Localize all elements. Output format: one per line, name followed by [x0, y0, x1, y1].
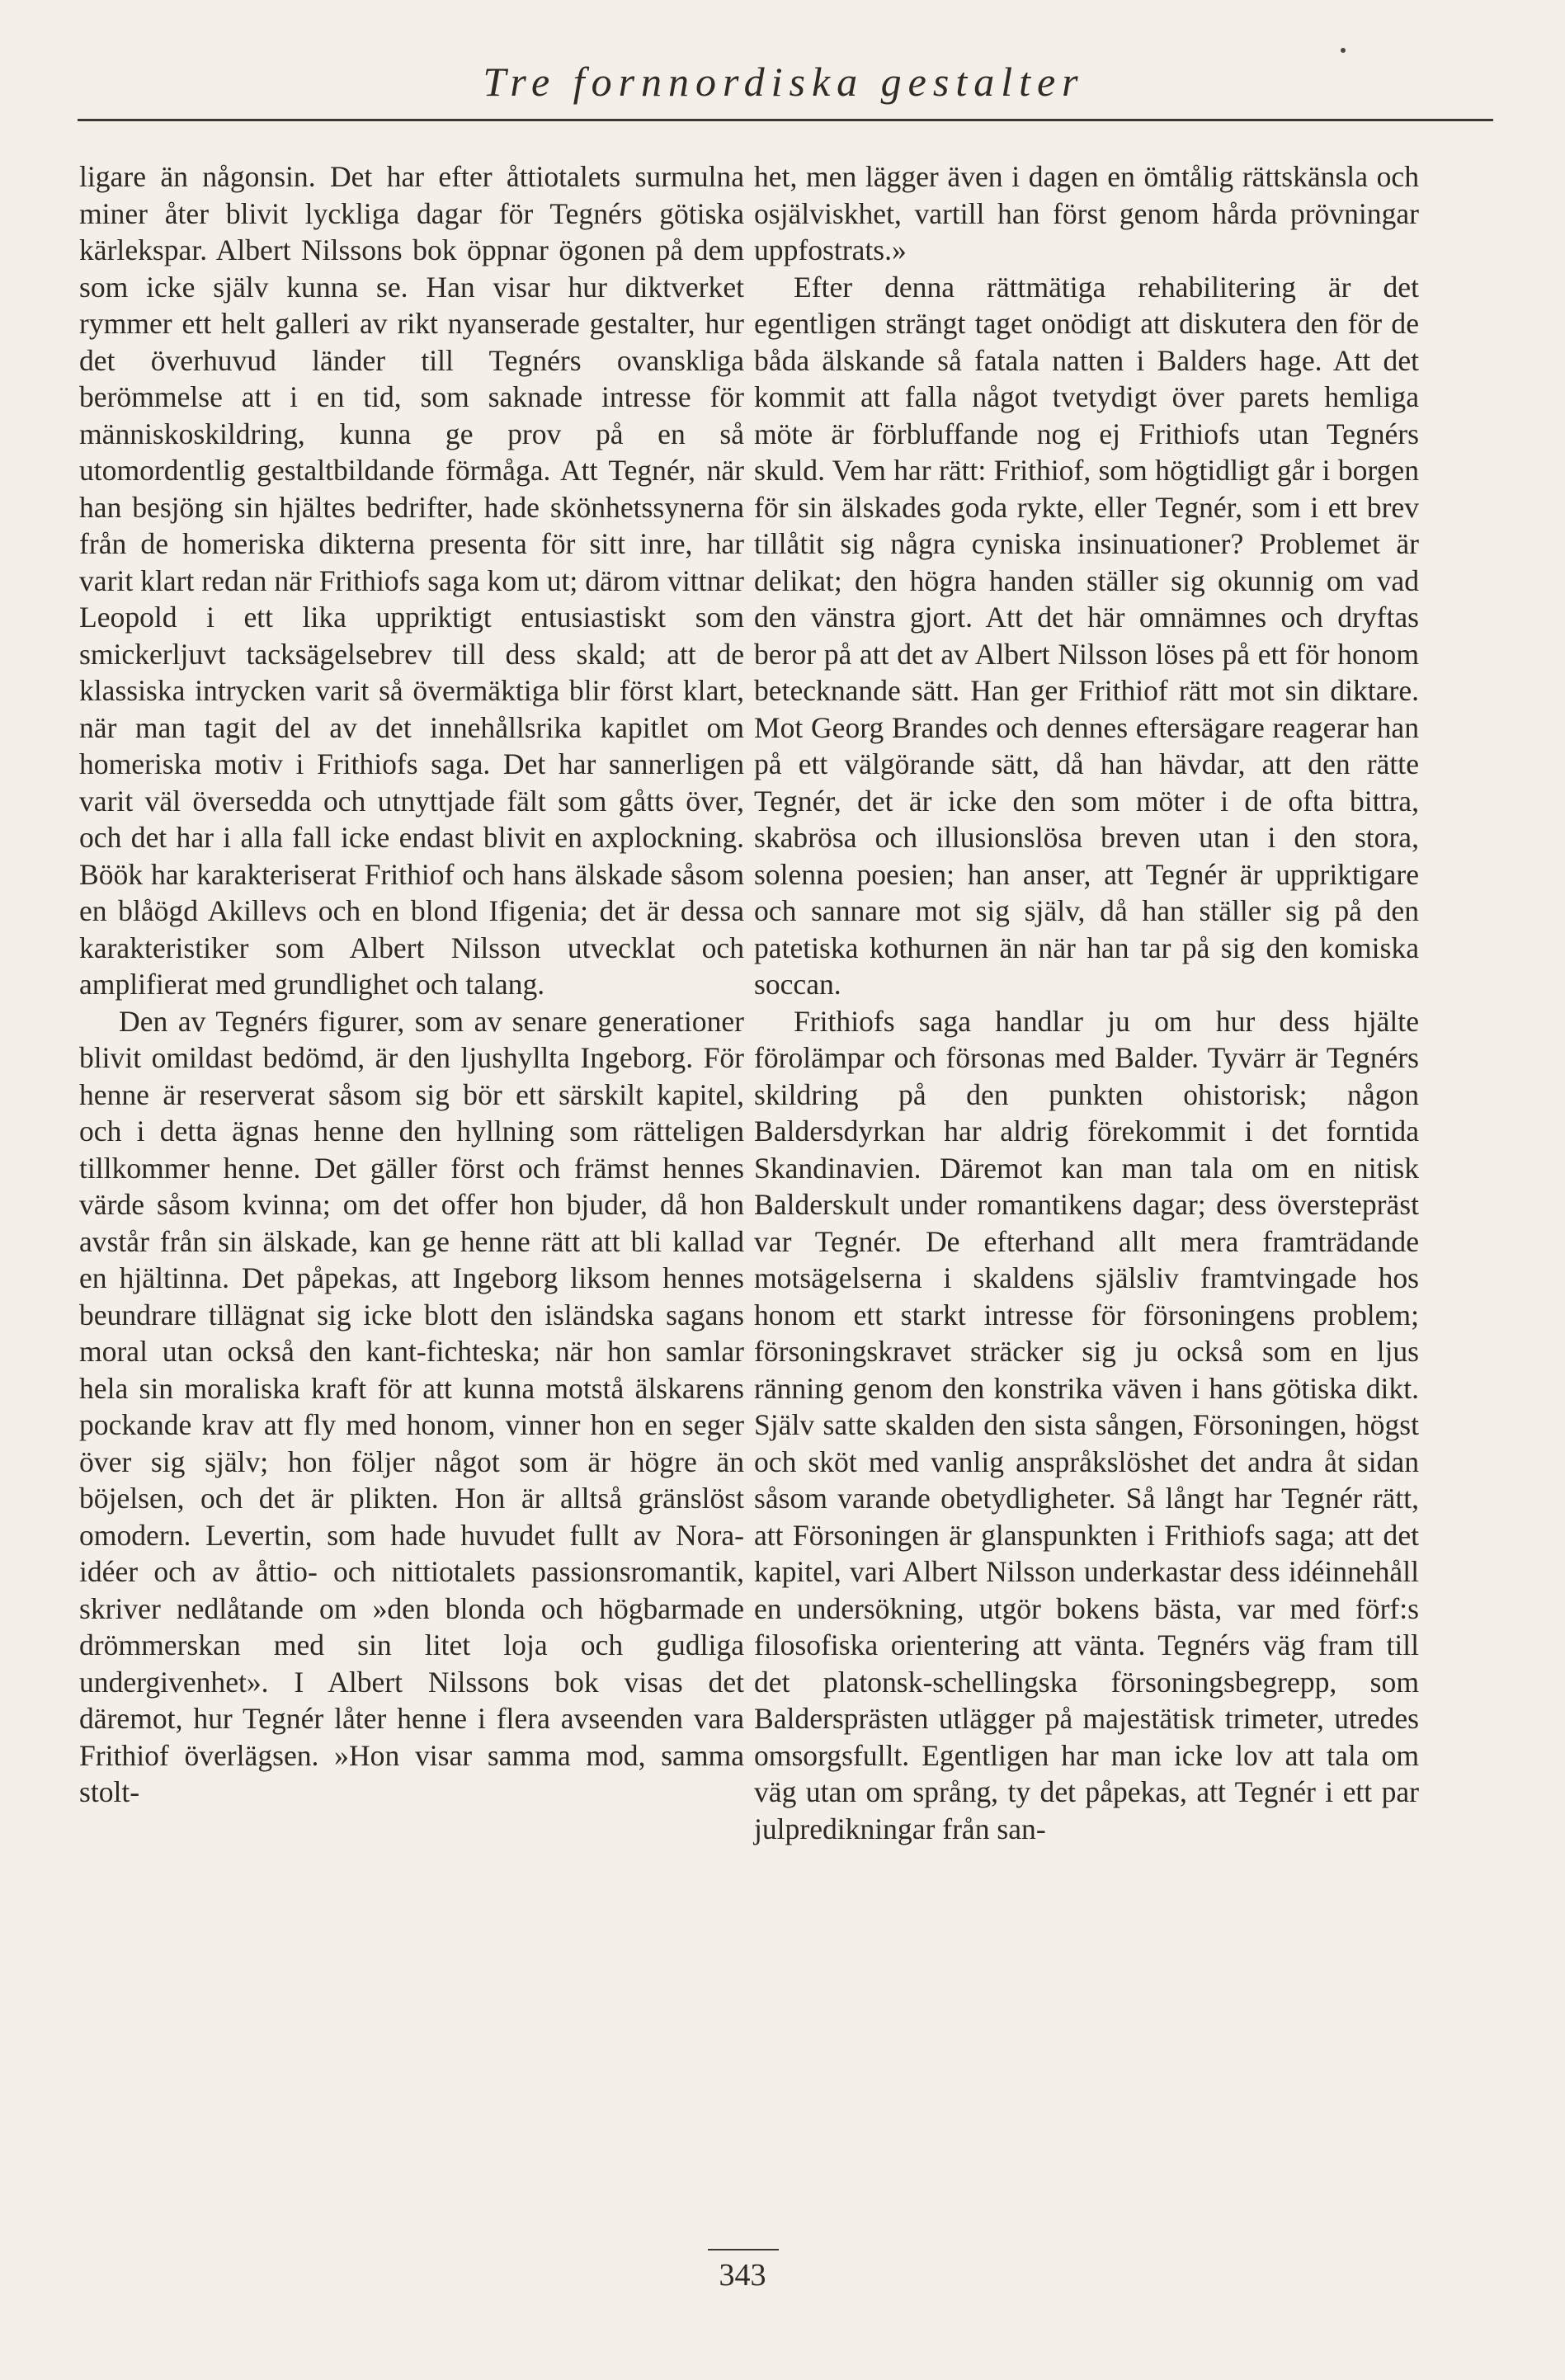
- left-paragraph-2: Den av Tegnérs figurer, som av senare generationer blivit omildast bedömd, är den ljushyllta Ingeborg. För henne är reserverat såsom sig bör ett särskilt kapitel, och i detta ägnas henne den hyllning som rätteligen tillkommer henne. Det gäller först och främst hennes värde såsom kvinna; om det offer hon bjuder, då hon avstår från sin älskade, kan ge henne rätt att bli kallad en hjältinna. Det påpekas, att Ingeborg liksom hennes beundrare tillägnat sig icke blott den isländska sagans moral utan också den kant-fichteska; när hon samlar hela sin moraliska kraft för att kunna motstå älskarens pockande krav att fly med honom, vinner hon en seger över sig själv; hon följer något som är högre än böjelsen, och det är plikten. Hon är alltså gränslöst omodern. Levertin, som hade huvudet fullt av Nora-idéer och av åttio- och nittiotalets passionsromantik, skriver nedlåtande om »den blonda och högbarmade drömmerskan med sin litet loja och gudliga undergivenhet». I Albert Nilssons bok visas det däremot, hur Tegnér låter henne i flera avseenden vara Frithiof överlägsen. »Hon visar samma mod, samma stolt-: [79, 1004, 744, 1808]
- running-header-title: Tre fornnordiska gestalter: [483, 59, 1085, 105]
- running-header: [74, 51, 1493, 125]
- header-rule: [78, 119, 1493, 121]
- right-paragraph-2: Efter denna rättmätiga rehabilitering är det egentligen strängt taget onödigt att diskutera den för de båda älskande så fatala natten i Balders hage. Att det kommit att falla något tvetydigt över parets hemliga möte är förbluffande nog ej Frithiofs utan Tegnérs skuld. Vem har rätt: Frithiof, som högtidligt går i borgen för sin älskades goda rykte, eller Tegnér, som i ett brev tillåtit sig några cyniska insinuationer? Problemet är delikat; den högra handen ställer sig okunnig om vad den vänstra gjort. Att det här omnämnes och dryftas beror på att det av Albert Nilsson löses på ett för honom betecknande sätt. Han ger Frithiof rätt mot sin diktare. Mot Georg Brandes och dennes eftersägare reagerar han på ett välgörande sätt, då han hävdar, att den rätte Tegnér, det är icke den som möter i de ofta bittra, skabrösa och illusionslösa breven utan i den stora, solenna poesien; han anser, att Tegnér är uppriktigare och sannare mot sig själv, då han ställer sig på den patetiska kothurnen än när han tar på sig den komiska soccan.: [754, 270, 1419, 1001]
- folio-rule: [708, 2249, 779, 2250]
- right-paragraph-3: Frithiofs saga handlar ju om hur dess hjälte förolämpar och försonas med Balder. Tyvärr är Tegnérs skildring på den punkten ohistorisk; någon Baldersdyrkan har aldrig förekommit i det forntida Skandinavien. Däremot kan man tala om en nitisk Balderskult under romantikens dagar; dess överstepräst var Tegnér. De efterhand allt mera framträdande motsägelserna i skaldens själsliv framtvingade hos honom ett starkt intresse för försoningens problem; försoningskravet sträcker sig ju också som en ljus ränning genom den konstrika väven i hans götiska dikt. Själv satte skalden den sista sången, Försoningen, högst och sköt med vanlig anspråkslöshet det andra åt sidan såsom varande obetydligheter. Så långt har Tegnér rätt, att Försoningen är glanspunkten i Frithiofs saga; att det kapitel, vari Albert Nilsson underkastar dess idéinnehåll en undersökning, utgör bokens bästa, var med förf:s filosofiska orientering att vänta. Tegnérs väg fram till det platonsk-schellingska försoningsbegrepp, som Baldersprästen utlägger på majestätisk trimeter, utredes omsorgsfullt. Egentligen har man icke lov att tala om väg utan om språng, ty det påpekas, att Tegnér i ett par julpredikningar från san-: [754, 1004, 1419, 1845]
- right-paragraph-1: het, men lägger även i dagen en ömtålig rättskänsla och osjälviskhet, vartill han först genom hårda prövningar uppfostrats.»: [754, 160, 1419, 266]
- left-paragraph-1: ligare än någonsin. Det har efter åttiotalets surmulna miner åter blivit lyckliga dagar för Tegnérs götiska kärlekspar. Albert Nilssons bok öppnar ögonen på dem som icke själv kunna se. Han visar hur diktverket rymmer ett helt galleri av rikt nyanserade gestalter, hur det överhuvud länder till Tegnérs ovanskliga berömmelse att i en tid, som saknade intresse för människoskildring, kunna ge prov på en så utomordentlig gestaltbildande förmåga. Att Tegnér, när han besjöng sin hjältes bedrifter, hade skönhetssynerna från de homeriska dikterna presenta för sitt inre, har varit klart redan när Frithiofs saga kom ut; därom vittnar Leopold i ett lika uppriktigt entusiastiskt som smickerljuvt tacksägelsebrev till dess skald; att de klassiska intrycken varit så övermäktiga blir först klart, när man tagit del av det innehållsrika kapitlet om homeriska motiv i Frithiofs saga. Det har sannerligen varit väl översedda och utnyttjade fält som gåtts över, och det har i alla fall icke endast blivit en axplockning. Böök har karakteriserat Frithiof och hans älskade såsom en blåögd Akillevs och en blond Ifigenia; det är dessa karakteristiker som Albert Nilsson utvecklat och amplifierat med grundlighet och talang.: [79, 160, 744, 1001]
- left-column: [79, 158, 744, 1811]
- page-number: 343: [719, 2258, 766, 2293]
- right-column: [754, 158, 1419, 1847]
